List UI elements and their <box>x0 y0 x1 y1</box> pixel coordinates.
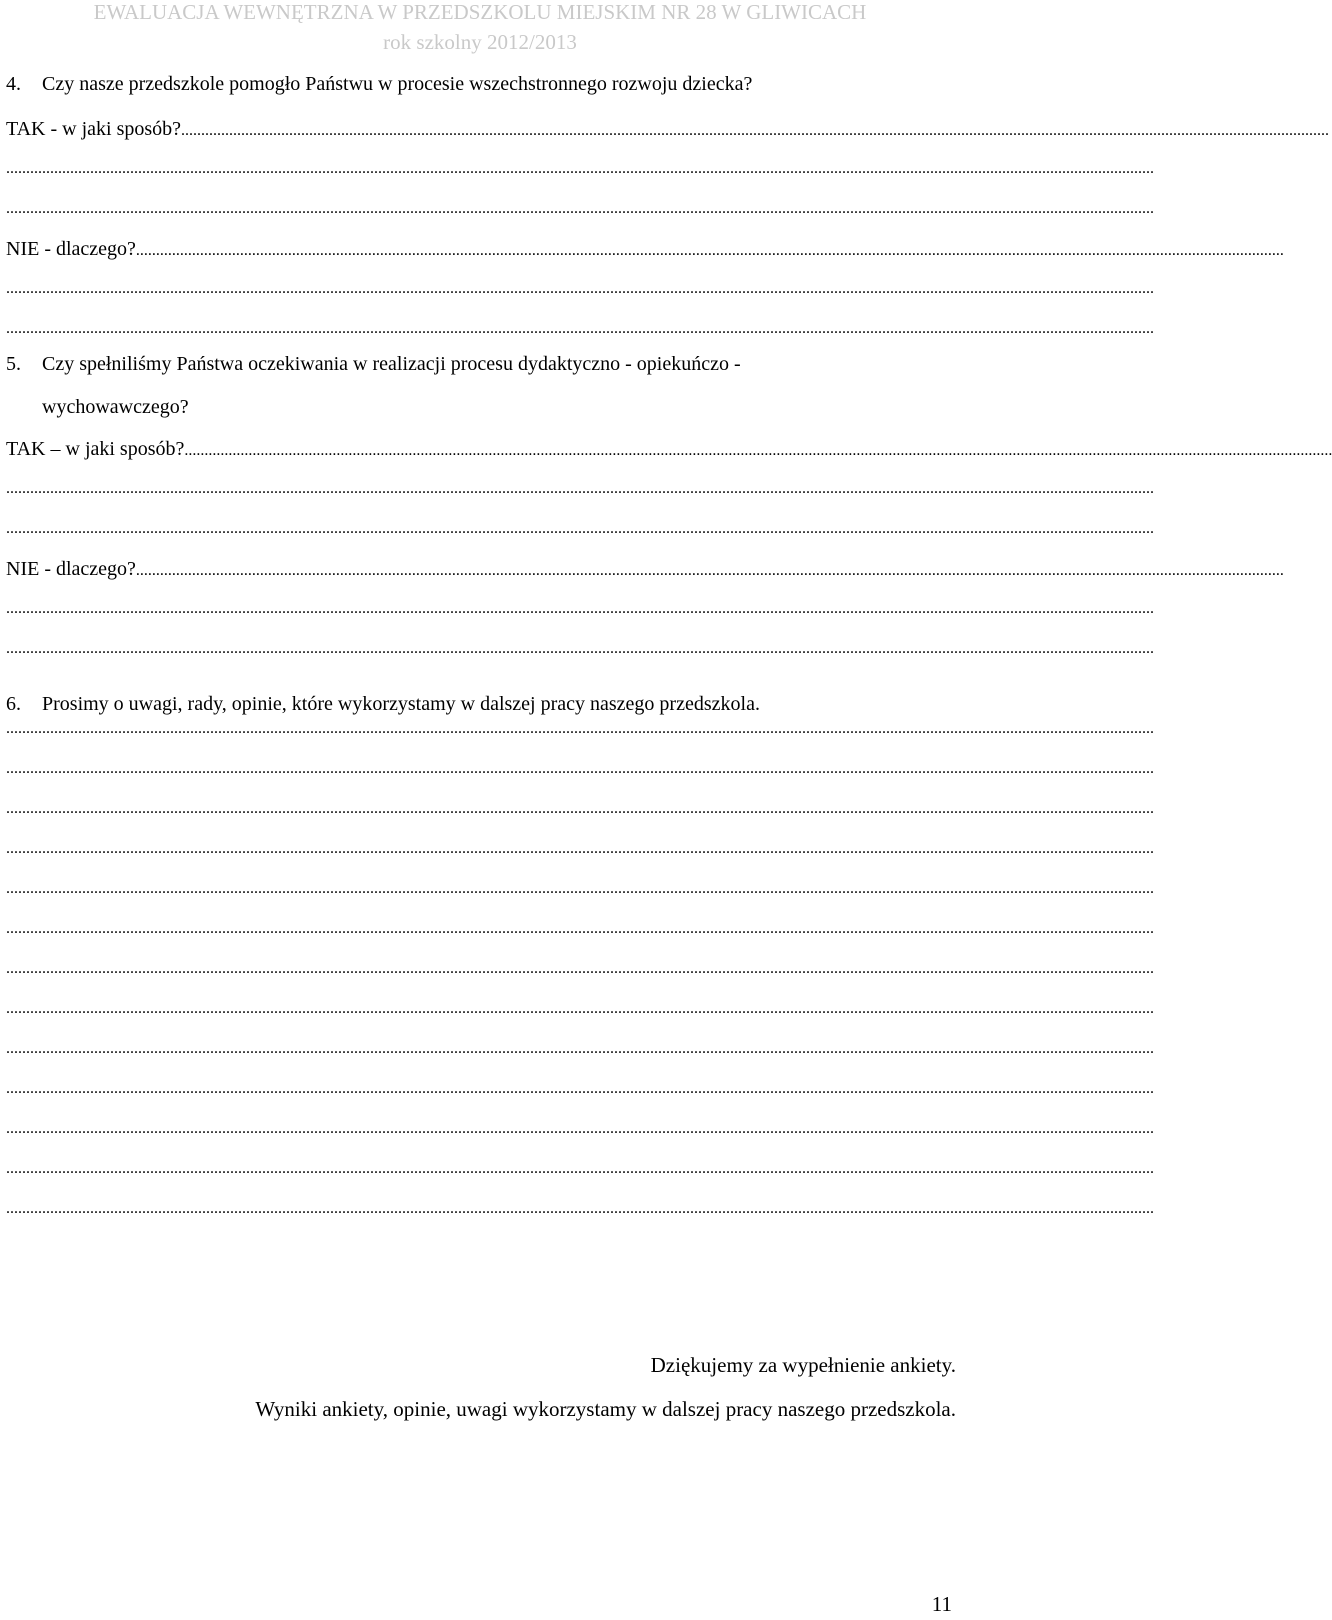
answer-line[interactable]: ............................................................................................................................................................................................................................................................................................... <box>6 960 1154 977</box>
answer-line[interactable]: ............................................................................................................................................................................................................................................................................................... <box>6 1120 1154 1137</box>
answer-line[interactable] <box>6 238 1284 260</box>
question-4-text: Czy nasze przedszkole pomogło Państwu w procesie wszechstronnego rozwoju dziecka? <box>42 73 753 95</box>
dot-leader: ............................................................................................................................................................................................................................................................................................... <box>181 122 1330 139</box>
question-5-number: 5. <box>6 353 21 375</box>
document-header-subtitle: rok szkolny 2012/2013 <box>383 30 577 54</box>
answer-line[interactable] <box>6 558 1284 580</box>
thanks-text: Dziękujemy za wypełnienie ankiety. <box>650 1353 956 1377</box>
dot-leader: ............................................................................................................................................................................................................................................................................................... <box>135 242 1284 259</box>
question-6-text: Prosimy o uwagi, rady, opinie, które wykorzystamy w dalszej pracy naszego przedszkola. <box>42 693 760 715</box>
q5-no-label: NIE - dlaczego? <box>6 558 136 580</box>
answer-line[interactable]: ............................................................................................................................................................................................................................................................................................... <box>6 800 1154 817</box>
answer-line[interactable]: ............................................................................................................................................................................................................................................................................................... <box>6 160 1154 177</box>
document-header-title: EWALUACJA WEWNĘTRZNA W PRZEDSZKOLU MIEJSKIM NR 28 W GLIWICACH <box>93 0 867 24</box>
q4-no-label: NIE - dlaczego? <box>6 238 136 260</box>
answer-line[interactable]: ............................................................................................................................................................................................................................................................................................... <box>6 480 1154 497</box>
question-6 <box>6 692 760 716</box>
question-4 <box>6 72 752 96</box>
answer-line[interactable]: ............................................................................................................................................................................................................................................................................................... <box>6 600 1154 617</box>
question-5-text: Czy spełniliśmy Państwa oczekiwania w realizacji procesu dydaktyczno - opiekuńczo - <box>42 353 741 375</box>
question-5 <box>6 352 741 376</box>
closing-note: Wyniki ankiety, opinie, uwagi wykorzystamy w dalszej pracy naszego przedszkola. <box>255 1397 956 1421</box>
answer-line[interactable]: ............................................................................................................................................................................................................................................................................................... <box>6 320 1154 337</box>
question-4-number: 4. <box>6 73 21 95</box>
answer-line[interactable] <box>6 438 1332 460</box>
answer-line[interactable]: ............................................................................................................................................................................................................................................................................................... <box>6 1040 1154 1057</box>
answer-line[interactable]: ............................................................................................................................................................................................................................................................................................... <box>6 840 1154 857</box>
answer-line[interactable]: ............................................................................................................................................................................................................................................................................................... <box>6 760 1154 777</box>
answer-line[interactable]: ............................................................................................................................................................................................................................................................................................... <box>6 920 1154 937</box>
answer-line[interactable]: ............................................................................................................................................................................................................................................................................................... <box>6 720 1154 737</box>
answer-line[interactable]: ............................................................................................................................................................................................................................................................................................... <box>6 520 1154 537</box>
answer-line[interactable]: ............................................................................................................................................................................................................................................................................................... <box>6 1080 1154 1097</box>
dot-leader: ............................................................................................................................................................................................................................................................................................... <box>184 442 1332 459</box>
answer-line[interactable]: ............................................................................................................................................................................................................................................................................................... <box>6 880 1154 897</box>
answer-line[interactable]: ............................................................................................................................................................................................................................................................................................... <box>6 1160 1154 1177</box>
answer-line[interactable]: ............................................................................................................................................................................................................................................................................................... <box>6 1000 1154 1017</box>
q4-yes-label: TAK - w jaki sposób? <box>6 118 182 140</box>
answer-line[interactable]: ............................................................................................................................................................................................................................................................................................... <box>6 280 1154 297</box>
answer-line[interactable] <box>6 118 1330 140</box>
question-6-number: 6. <box>6 693 21 715</box>
answer-line[interactable]: ............................................................................................................................................................................................................................................................................................... <box>6 1200 1154 1217</box>
question-5-text-cont: wychowawczego? <box>42 396 189 418</box>
answer-line[interactable]: ............................................................................................................................................................................................................................................................................................... <box>6 640 1154 657</box>
answer-line[interactable]: ............................................................................................................................................................................................................................................................................................... <box>6 200 1154 217</box>
q5-yes-label: TAK – w jaki sposób? <box>6 438 185 460</box>
page-number: 11 <box>931 1592 952 1616</box>
dot-leader: ............................................................................................................................................................................................................................................................................................... <box>135 562 1284 579</box>
